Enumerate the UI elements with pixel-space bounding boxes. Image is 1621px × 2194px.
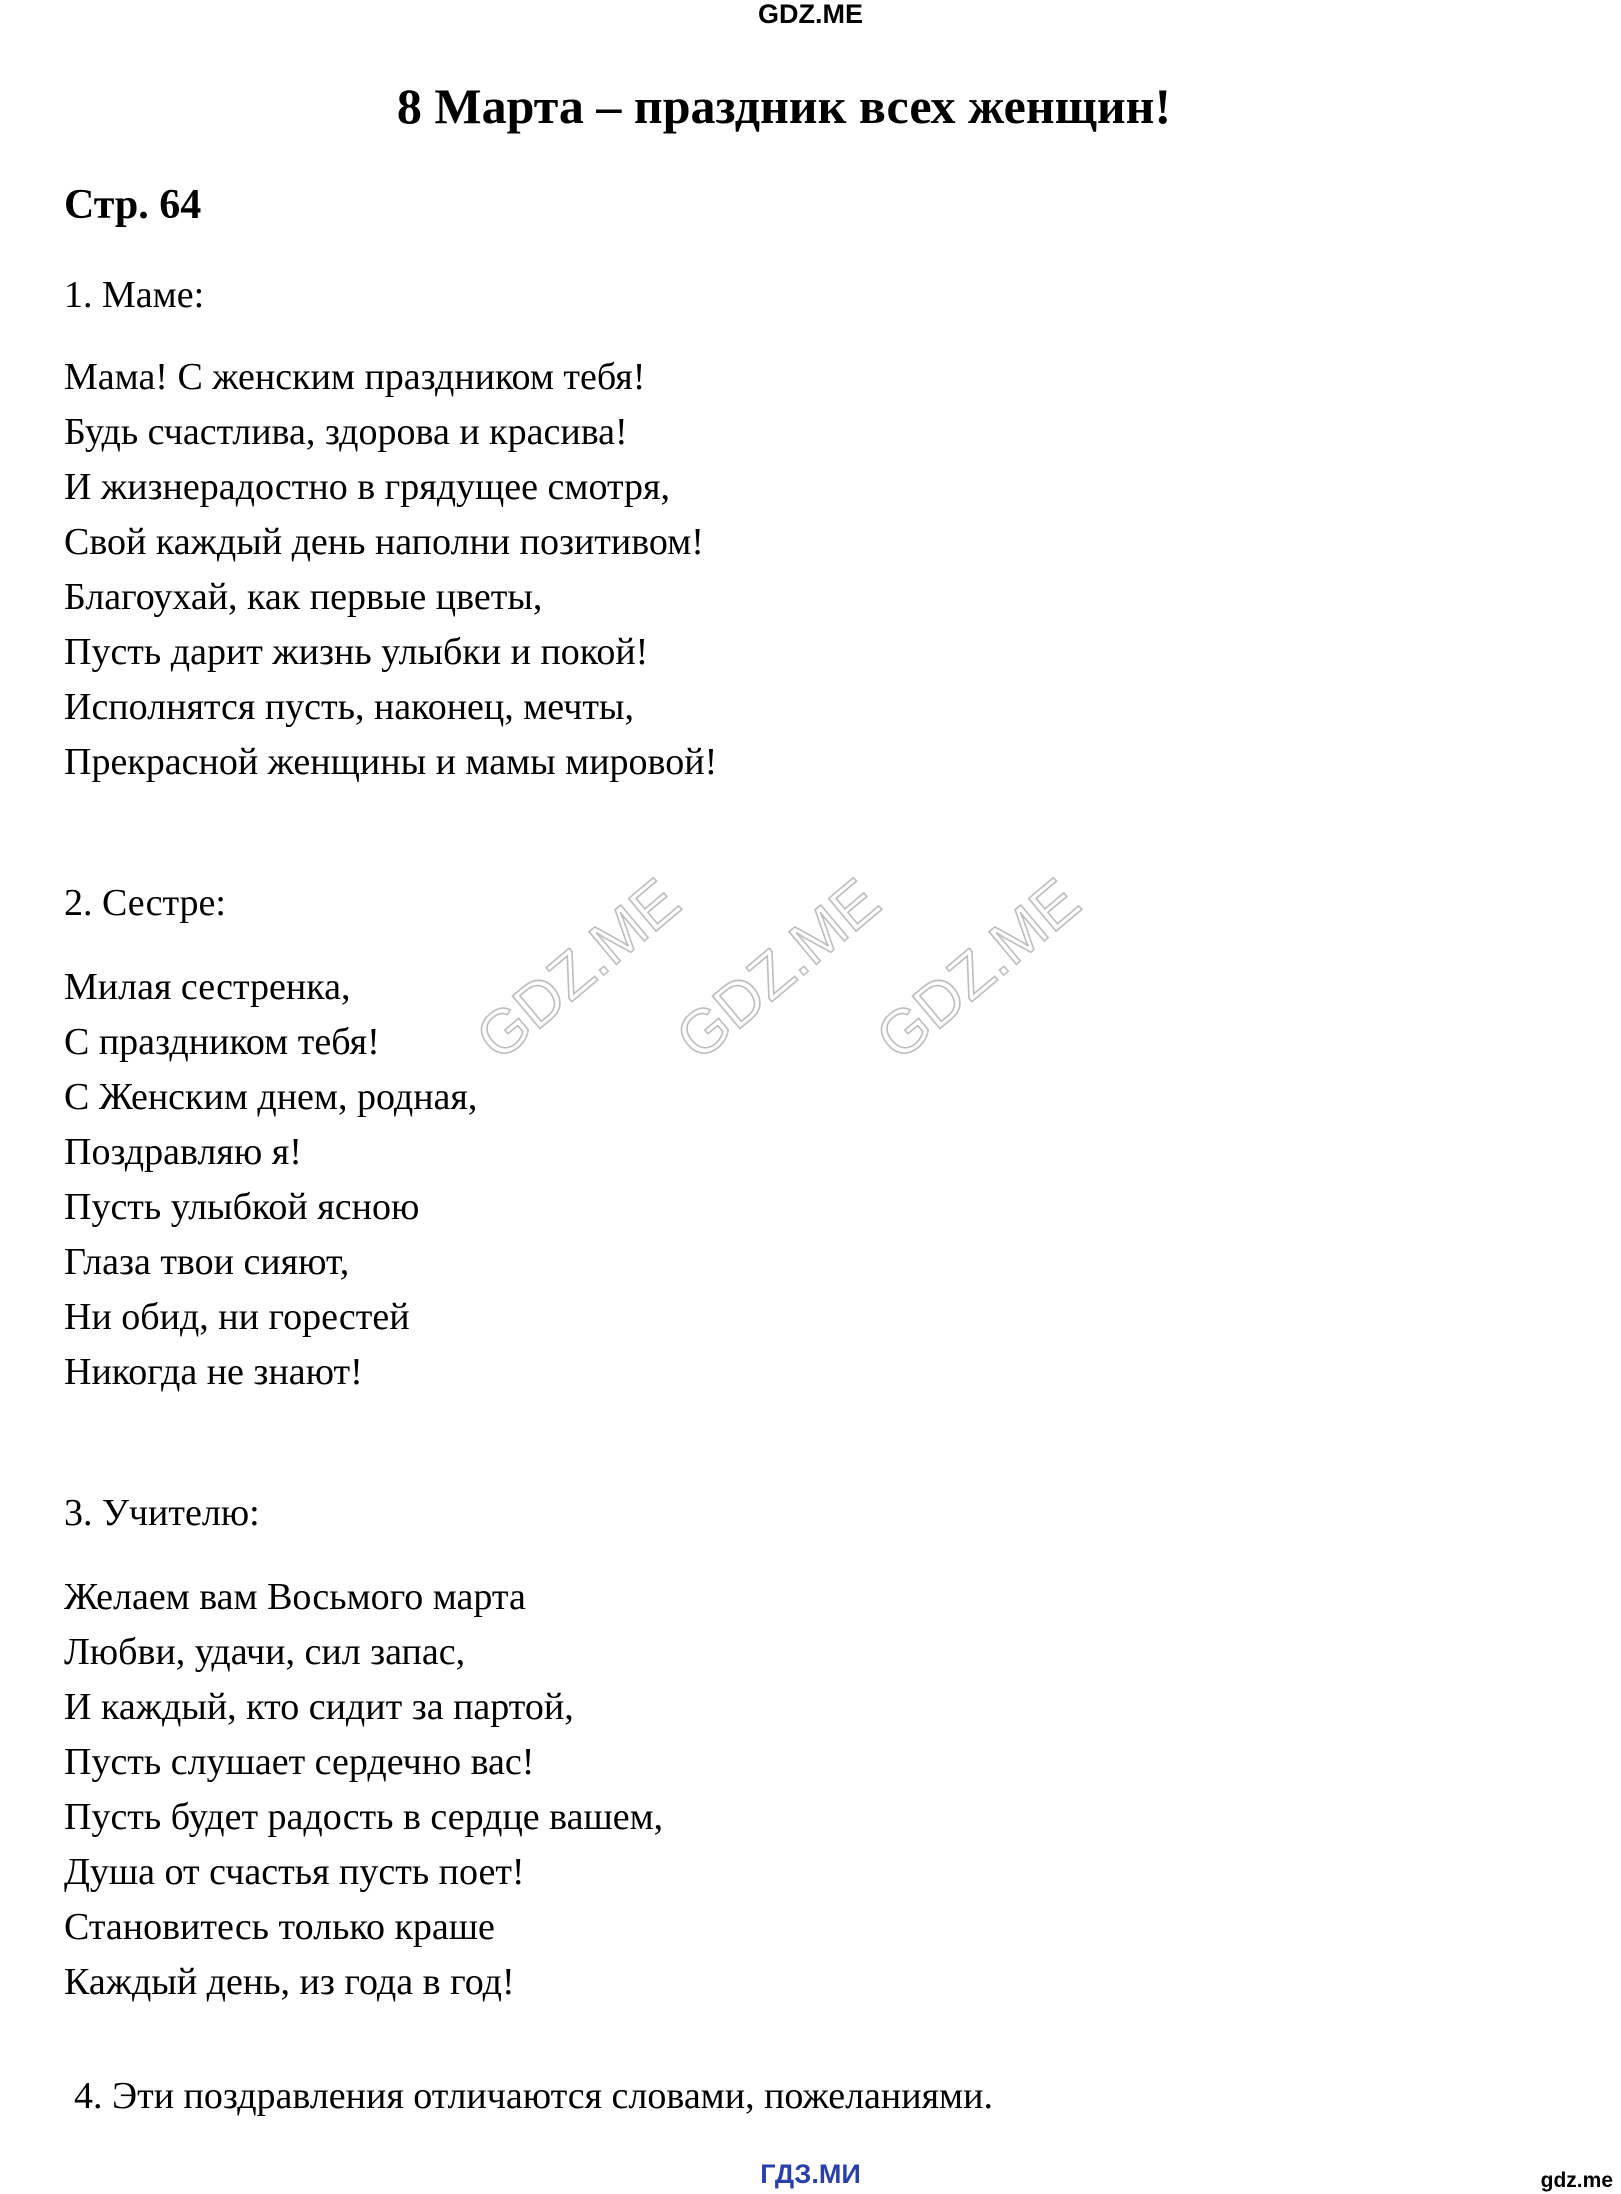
poem-line: Желаем вам Восьмого марта <box>64 1576 526 1618</box>
poem-line: Становитесь только краше <box>64 1906 495 1948</box>
site-footer-logo: ГДЗ.МИ <box>760 2159 861 2189</box>
poem-line: Ни обид, ни горестей <box>64 1296 410 1338</box>
poem-line: Пусть слушает сердечно вас! <box>64 1741 535 1783</box>
conclusion-answer: 4. Эти поздравления отличаются словами, пожеланиями. <box>74 2075 993 2117</box>
poem-line: С Женским днем, родная, <box>64 1076 478 1118</box>
corner-site-mark: gdz.me <box>1540 2169 1613 2192</box>
poem-line: Свой каждый день наполни позитивом! <box>64 521 704 563</box>
poem-line: И жизнерадостно в грядущее смотря, <box>64 466 670 508</box>
poem-teacher <box>64 1570 663 2010</box>
poem-mom <box>64 350 717 790</box>
poem-line: Пусть улыбкой ясною <box>64 1186 420 1228</box>
section-heading-teacher: 3. Учителю: <box>64 1492 260 1534</box>
watermark-logo: GDZ.ME <box>463 865 693 1074</box>
watermark-logo: GDZ.ME <box>663 865 893 1074</box>
poem-line: Никогда не знают! <box>64 1351 363 1393</box>
poem-line: Исполнятся пусть, наконец, мечты, <box>64 686 634 728</box>
page-title: 8 Марта – праздник всех женщин! <box>396 78 1172 134</box>
watermark-logo: GDZ.ME <box>863 865 1093 1074</box>
poem-line: Поздравляю я! <box>64 1131 302 1173</box>
poem-line: Глаза твои сияют, <box>64 1241 350 1283</box>
poem-line: Душа от счастья пусть поет! <box>64 1851 525 1893</box>
poem-line: И каждый, кто сидит за партой, <box>64 1686 574 1728</box>
poem-line: Пусть будет радость в сердце вашем, <box>64 1796 664 1838</box>
section-heading-mom: 1. Маме: <box>64 274 205 316</box>
poem-line: Прекрасной женщины и мамы мировой! <box>64 741 718 783</box>
section-heading-sister: 2. Сестре: <box>64 882 226 924</box>
poem-line: Любви, удачи, сил запас, <box>64 1631 466 1673</box>
poem-line: Будь счастлива, здорова и красива! <box>64 411 628 453</box>
poem-line: Милая сестренка, <box>64 966 351 1008</box>
poem-line: Мама! С женским праздником тебя! <box>64 356 646 398</box>
poem-line: Каждый день, из года в год! <box>64 1961 515 2003</box>
poem-line: С праздником тебя! <box>64 1021 380 1063</box>
poem-line: Благоухай, как первые цветы, <box>64 576 543 618</box>
page-reference: Стр. 64 <box>64 182 202 228</box>
site-header-logo: GDZ.ME <box>758 0 863 29</box>
poem-line: Пусть дарит жизнь улыбки и покой! <box>64 631 649 673</box>
poem-sister <box>64 960 477 1400</box>
